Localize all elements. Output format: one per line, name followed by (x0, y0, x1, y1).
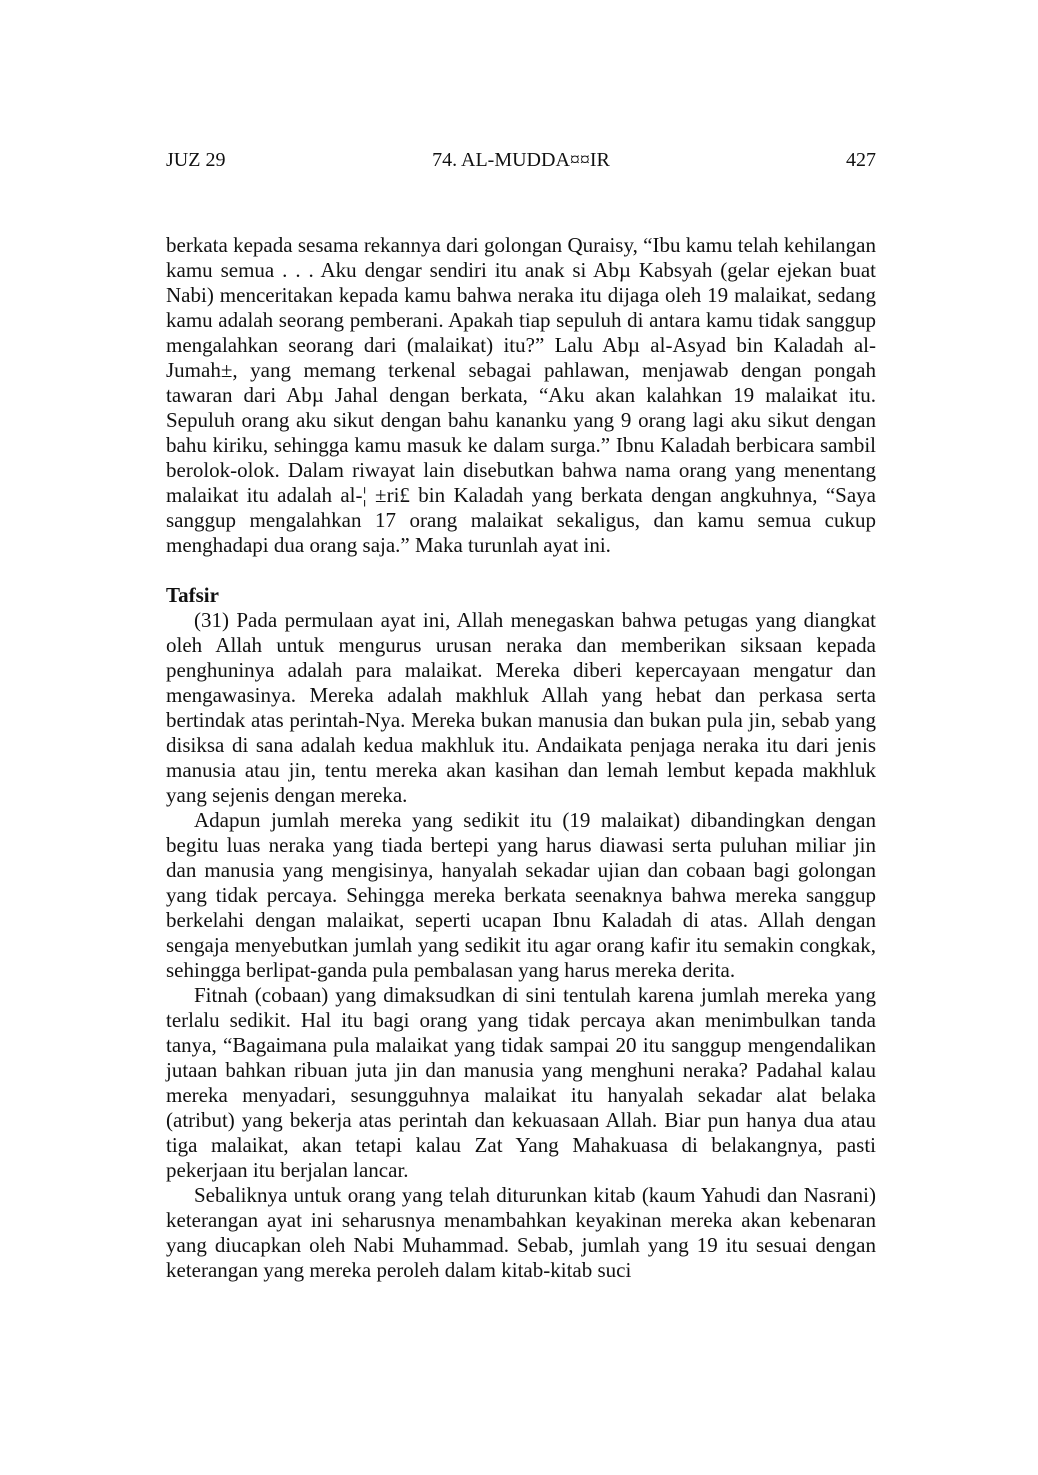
intro-paragraph: berkata kepada sesama rekannya dari golongan Quraisy, “Ibu kamu telah kehilangan kamu semua . . . Aku dengar sendiri itu anak si Abµ Kabsyah (gelar ejekan buat Nabi) menceritakan kepada kamu bahwa neraka itu dijaga oleh 19 malaikat, sedang kamu adalah seorang pemberani. Apakah tiap sepuluh di antara kamu tidak sanggup mengalahkan seorang dari (malaikat) itu?” Lalu Abµ al-Asyad bin Kaladah al-Jumah±, yang memang terkenal sebagai pahlawan, menjawab dengan pongah tawaran dari Abµ Jahal dengan berkata, “Aku akan kalahkan 19 malaikat itu. Sepuluh orang aku sikut dengan bahu kananku yang 9 orang lagi aku sikut dengan bahu kiriku, sehingga kamu masuk ke dalam surga.” Ibnu Kaladah berbicara sambil berolok-olok. Dalam riwayat lain disebutkan bahwa nama orang yang menentang malaikat itu adalah al-¦ ±ri£ bin Kaladah yang berkata dengan angkuhnya, “Saya sanggup mengalahkan 17 orang malaikat sekaligus, dan kamu semua cukup menghadapi dua orang saja.” Maka turunlah ayat ini. (166, 233, 876, 557)
running-header (166, 145, 876, 175)
tafsir-paragraph: Sebaliknya untuk orang yang telah diturunkan kitab (kaum Yahudi dan Nasrani) keterangan ayat ini seharusnya menambahkan keyakinan mereka akan kebenaran yang diucapkan oleh Nabi Muhammad. Sebab, jumlah yang 19 itu sesuai dengan keterangan yang mereka peroleh dalam kitab-kitab suci (166, 1183, 876, 1282)
juz-label: JUZ 29 (166, 149, 226, 171)
section-heading-tafsir: Tafsir (166, 583, 219, 607)
body-text (166, 233, 876, 1283)
page-number: 427 (846, 149, 876, 171)
tafsir-paragraph: Fitnah (cobaan) yang dimaksudkan di sini tentulah karena jumlah mereka yang terlalu sedikit. Hal itu bagi orang yang tidak percaya akan menimbulkan tanda tanya, “Bagaimana pula malaikat yang tidak sampai 20 itu sanggup mengendalikan jutaan bahkan ribuan juta jin dan manusia yang menghuni neraka? Padahal kalau mereka menyadari, sesungguhnya malaikat itu hanyalah sekadar alat belaka (atribut) yang bekerja atas perintah dan kekuasaan Allah. Biar pun hanya dua atau tiga malaikat, akan tetapi kalau Zat Yang Mahakuasa di belakangnya, pasti pekerjaan itu berjalan lancar. (166, 983, 876, 1182)
tafsir-paragraph: Adapun jumlah mereka yang sedikit itu (19 malaikat) dibandingkan dengan begitu luas neraka yang tiada bertepi yang harus diawasi serta puluhan miliar jin dan manusia yang mengisinya, hanyalah sekadar ujian dan cobaan bagi golongan yang tidak percaya. Sehingga mereka berkata seenaknya bahwa mereka sanggup berkelahi dengan malaikat, seperti ucapan Ibnu Kaladah di atas. Allah dengan sengaja menyebutkan jumlah yang sedikit itu agar orang kafir itu semakin congkak, sehingga berlipat-ganda pula pembalasan yang harus mereka derita. (166, 808, 876, 982)
surah-title: 74. AL-MUDDA¤¤IR (432, 149, 610, 171)
tafsir-paragraph: (31) Pada permulaan ayat ini, Allah menegaskan bahwa petugas yang diangkat oleh Allah untuk mengurus urusan neraka dan memberikan siksaan kepada penghuninya adalah para malaikat. Mereka diberi kepercayaan mengatur dan mengawasinya. Mereka adalah makhluk Allah yang hebat dan perkasa serta bertindak atas perintah-Nya. Mereka bukan manusia dan bukan pula jin, sebab yang disiksa di sana adalah kedua makhluk itu. Andaikata penjaga neraka itu dari jenis manusia atau jin, tentu mereka akan kasihan dan lemah lembut kepada makhluk yang sejenis dengan mereka. (166, 608, 876, 807)
